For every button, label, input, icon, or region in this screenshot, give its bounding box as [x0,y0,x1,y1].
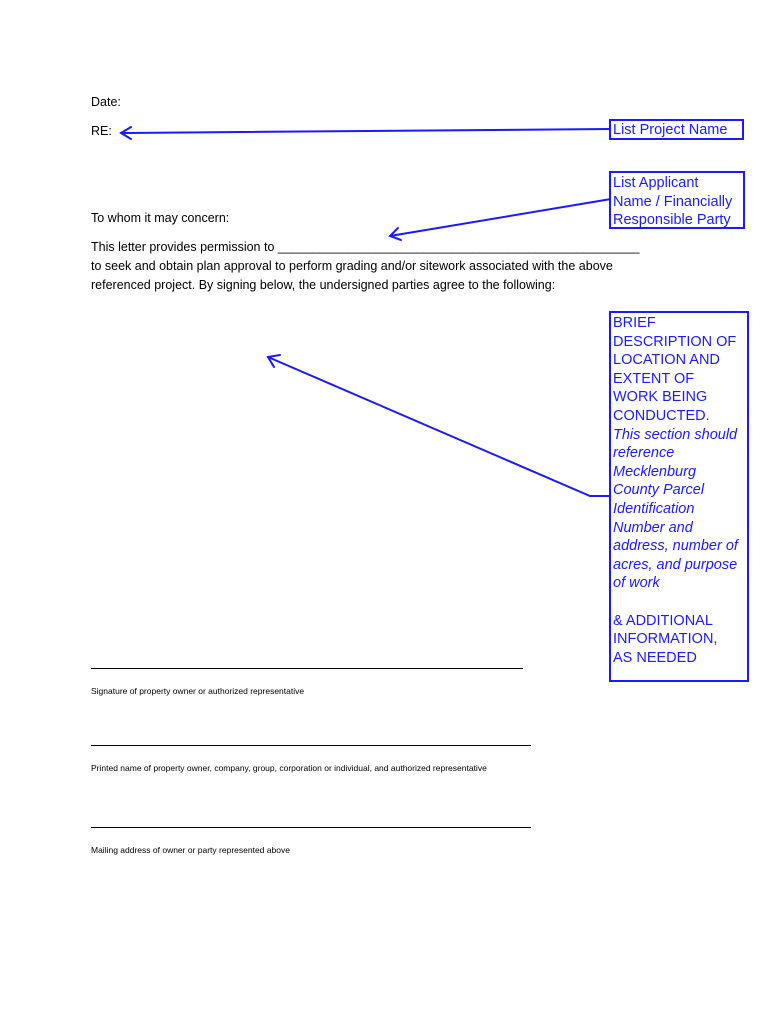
desc-italic-2: reference [613,445,675,462]
desc-italic-7: address, number of [613,538,738,555]
applicant-callout [609,171,745,229]
desc-italic-6: Number and [613,519,693,536]
permission-line-2: to seek and obtain plan approval to perform grading and/or sitework associated with the above [91,259,613,273]
project-name-arrow [121,129,611,133]
additional-line-2: INFORMATION, [613,631,718,648]
desc-spacer [613,593,745,612]
desc-italic-1: This section should [613,426,738,443]
desc-caps-2: DESCRIPTION OF [613,333,737,350]
desc-italic-3: Mecklenburg [613,463,697,480]
desc-italic-8: acres, and purpose [613,556,738,573]
desc-caps-6: CONDUCTED. [613,407,710,424]
desc-caps-5: WORK BEING [613,389,708,406]
additional-line-1: & ADDITIONAL [613,612,713,629]
desc-italic-5: Identification [613,500,695,517]
re-label: RE: [91,124,112,138]
desc-italic-4: County Parcel [613,482,705,499]
description-callout [609,311,749,682]
applicant-line-2: Name / Financially [613,193,733,210]
desc-italic-9: of work [613,575,660,592]
printed-name-caption: Printed name of property owner, company, group, corporation or individual, and authorized representative [91,763,487,773]
desc-caps-1: BRIEF [613,315,656,331]
project-name-callout [609,119,744,140]
date-label: Date: [91,95,121,109]
project-name-text: List Project Name [613,122,728,138]
desc-caps-4: EXTENT OF [613,370,695,387]
applicant-line-3: Responsible Party [613,212,731,229]
permission-line-1: This letter provides permission to ____________________________________________________ [91,240,640,254]
description-arrow [268,357,611,496]
permission-line-3: referenced project. By signing below, the undersigned parties agree to the following: [91,278,556,292]
desc-caps-3: LOCATION AND [613,352,720,369]
mailing-address-caption: Mailing address of owner or party represented above [91,845,290,855]
applicant-arrow [390,199,611,236]
applicant-line-1: List Applicant [613,175,699,191]
additional-line-3: AS NEEDED [613,649,697,666]
signature-caption: Signature of property owner or authorized representative [91,686,305,696]
salutation: To whom it may concern: [91,211,230,225]
